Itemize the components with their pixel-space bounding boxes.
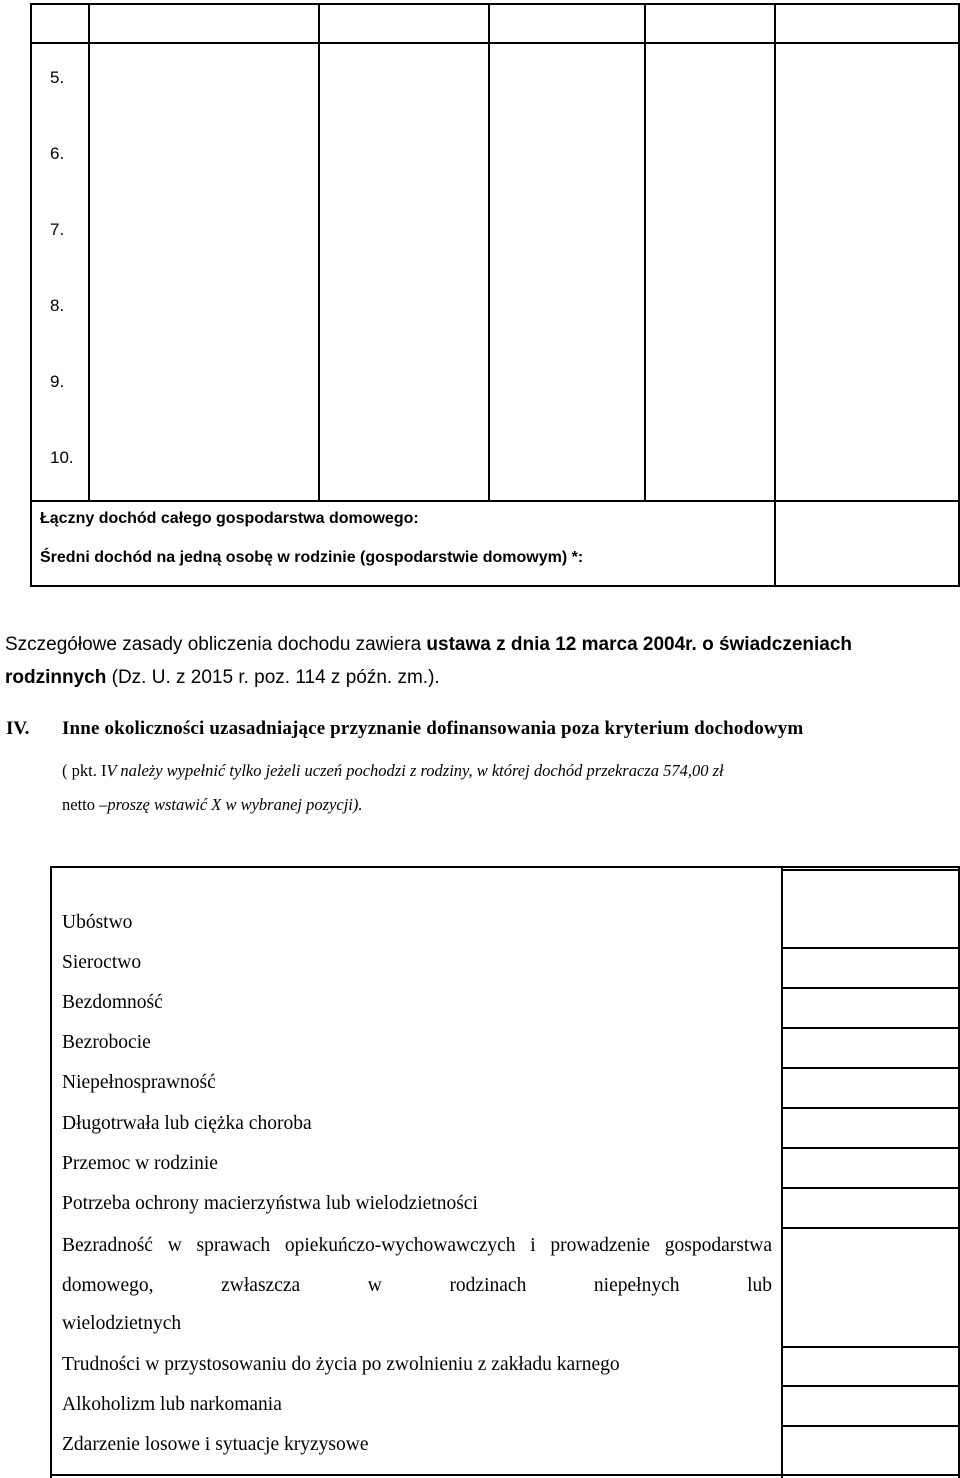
table-border bbox=[781, 1425, 959, 1427]
criterion-label: Sieroctwo bbox=[62, 952, 142, 973]
criterion-label: Bezrobocie bbox=[62, 1032, 151, 1053]
table-border bbox=[318, 3, 320, 500]
criterion-label: Zdarzenie losowe i sytuacje kryzysowe bbox=[62, 1434, 369, 1455]
row-number: 10. bbox=[50, 448, 74, 467]
table-border bbox=[781, 869, 959, 871]
table-border bbox=[781, 1107, 959, 1109]
row-number: 6. bbox=[50, 144, 65, 163]
table-border bbox=[781, 1067, 959, 1069]
table-border bbox=[50, 866, 960, 868]
table-border bbox=[781, 1147, 959, 1149]
note-text: netto bbox=[62, 795, 100, 814]
table-border bbox=[30, 42, 960, 44]
section-note bbox=[62, 754, 952, 822]
criterion-label: Potrzeba ochrony macierzyństwa lub wielodzietności bbox=[62, 1193, 478, 1214]
criterion-label: Bezradność w sprawach opiekuńczo-wychowawczych i prowadzenie gospodarstwa domowego, zwłaszcza w rodzinach niepełnych lub bbox=[62, 1235, 772, 1296]
income-rules-paragraph bbox=[5, 628, 945, 694]
rules-journal-reference: (Dz. U. z 2015 r. poz. 114 z późn. zm.). bbox=[106, 667, 440, 688]
table-border bbox=[781, 1187, 959, 1189]
criterion-label-continued: wielodzietnych bbox=[62, 1313, 182, 1334]
table-border bbox=[30, 3, 960, 5]
rules-text: Szczegółowe zasady obliczenia dochodu zawiera bbox=[5, 634, 427, 655]
table-border bbox=[781, 947, 959, 949]
table-border bbox=[50, 1474, 960, 1476]
table-border bbox=[50, 866, 52, 1478]
rules-law-reference: ustawa z dnia 12 marca 2004r. o świadczeniach rodzinnych bbox=[5, 634, 853, 688]
table-border bbox=[781, 1027, 959, 1029]
row-number: 5. bbox=[50, 68, 65, 87]
criterion-label: Bezdomność bbox=[62, 992, 163, 1013]
section-title: Inne okoliczności uzasadniające przyznanie dofinansowania poza kryterium dochodowym bbox=[62, 718, 804, 739]
average-income-per-person-label: Średni dochód na jedną osobę w rodzinie (gospodarstwie domowym) *: bbox=[40, 549, 584, 566]
table-border bbox=[781, 1227, 959, 1229]
total-household-income-label: Łączny dochód całego gospodarstwa domowego: bbox=[40, 510, 419, 527]
income-table bbox=[30, 3, 960, 587]
row-number: 9. bbox=[50, 372, 65, 391]
criterion-label: Długotrwała lub ciężka choroba bbox=[62, 1113, 312, 1134]
row-number: 8. bbox=[50, 296, 65, 315]
criterion-label: Przemoc w rodzinie bbox=[62, 1153, 218, 1174]
section-number: IV. bbox=[6, 718, 30, 739]
table-border bbox=[781, 1385, 959, 1387]
note-text-italic: V należy wypełnić tylko jeżeli uczeń pochodzi z rodziny, w której dochód przekracza 574,00 zł bbox=[106, 761, 724, 780]
table-border bbox=[30, 585, 960, 587]
note-text-italic: –proszę wstawić X w wybranej pozycji). bbox=[99, 795, 363, 814]
criterion-label: Trudności w przystosowaniu do życia po zwolnieniu z zakładu karnego bbox=[62, 1354, 620, 1375]
note-text: ( pkt. I bbox=[62, 761, 107, 780]
criteria-table bbox=[50, 866, 960, 1478]
table-border bbox=[644, 3, 646, 500]
table-border bbox=[488, 3, 490, 500]
row-number: 7. bbox=[50, 220, 65, 239]
table-border bbox=[781, 987, 959, 989]
table-border bbox=[781, 1346, 959, 1348]
criterion-label: Niepełnosprawność bbox=[62, 1072, 216, 1093]
table-border bbox=[30, 500, 960, 502]
table-border bbox=[88, 3, 90, 500]
criterion-label: Ubóstwo bbox=[62, 912, 133, 933]
criterion-label: Alkoholizm lub narkomania bbox=[62, 1394, 282, 1415]
